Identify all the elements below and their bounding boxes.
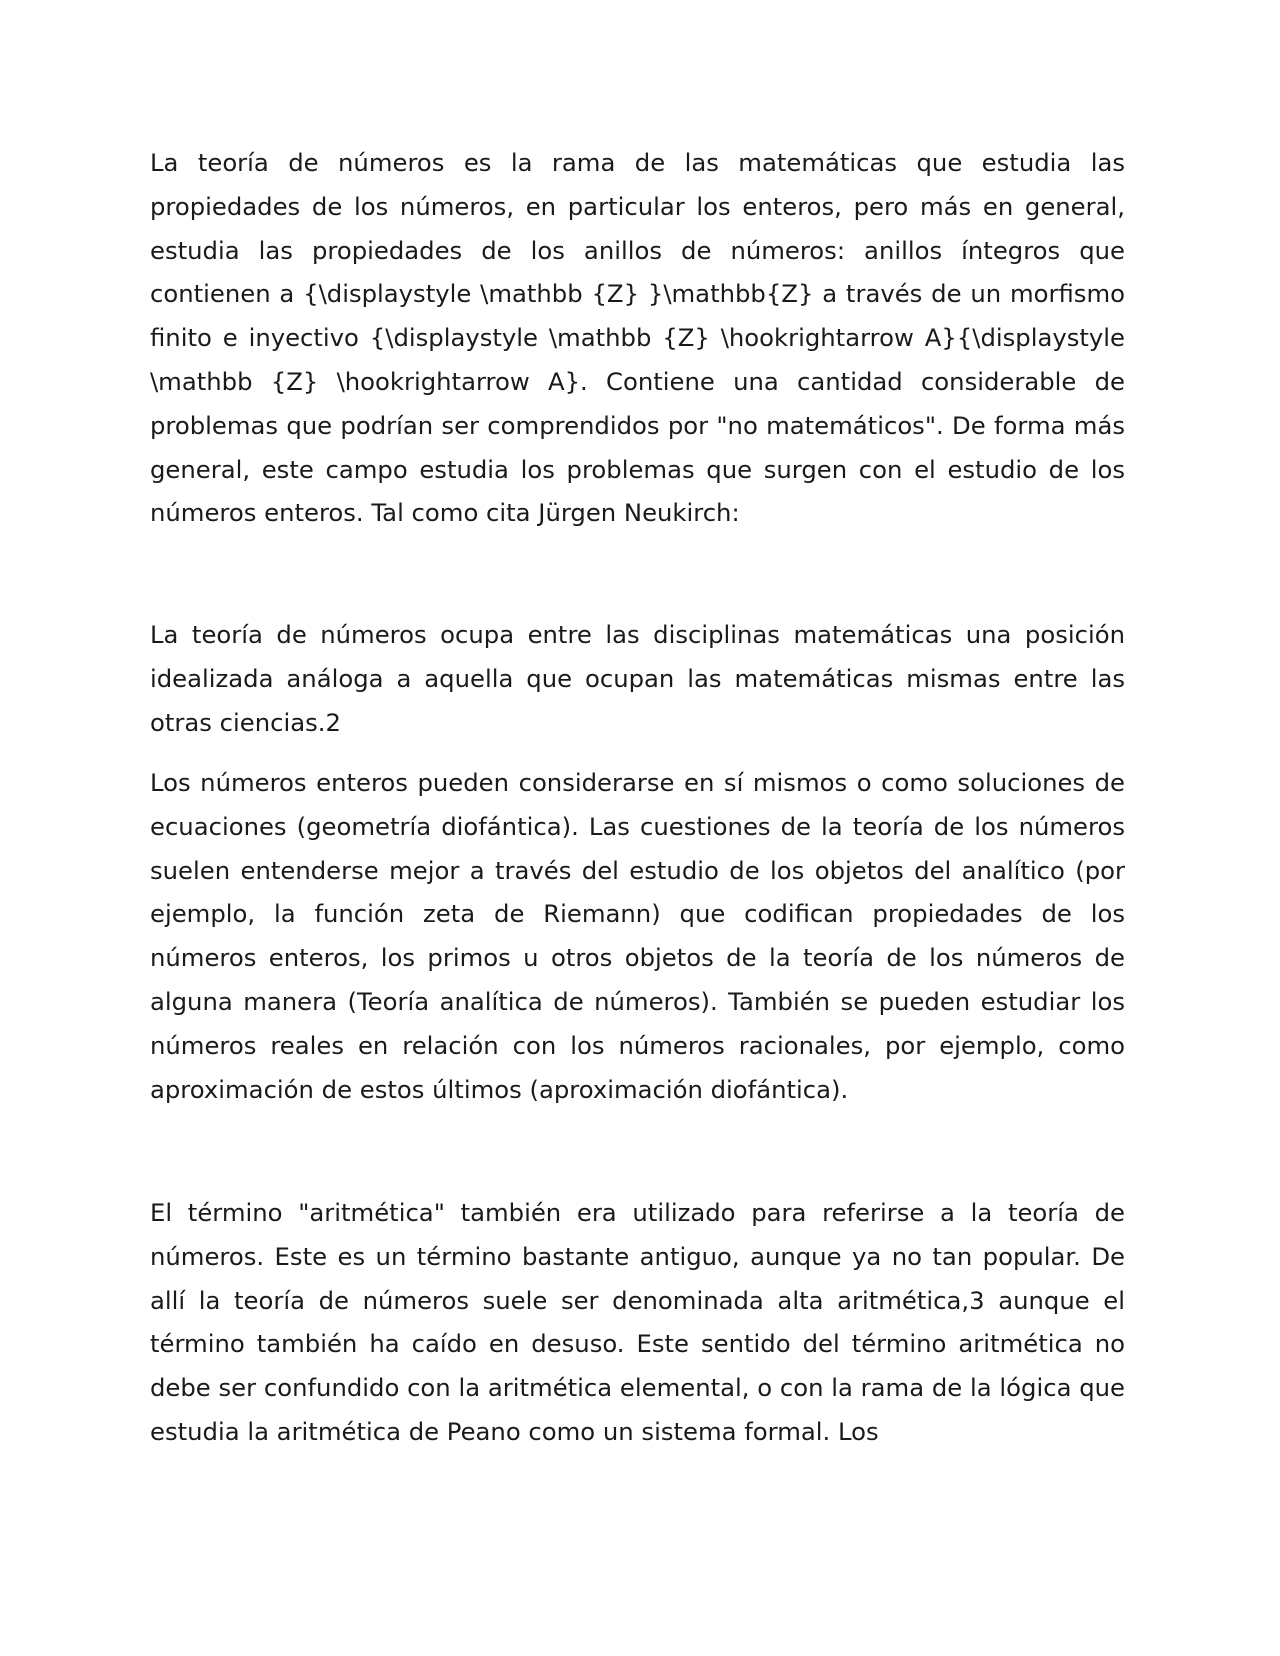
paragraph-quote: La teoría de números ocupa entre las disciplinas matemáticas una posición idealizada análoga a aquella que ocupan las matemáticas mismas entre las otras ciencias.2 [150, 620, 1125, 737]
paragraph-integers: Los números enteros pueden considerarse en sí mismos o como soluciones de ecuaciones (geometría diofántica). Las cuestiones de la teoría de los números suelen entenderse mejor a través del estudio de los objetos del analítico (por ejemplo, la función zeta de Riemann) que codifican propiedades de los números enteros, los primos u otros objetos de la teoría de los números de alguna manera (Teoría analítica de números). También se pueden estudiar los números reales en relación con los números racionales, por ejemplo, como aproximación de estos últimos (aproximación diofántica). [150, 768, 1125, 1104]
paragraph-arithmetic: El término "aritmética" también era utilizado para referirse a la teoría de números. Este es un término bastante antiguo, aunque ya no tan popular. De allí la teoría de números suele ser denominada alta aritmética,3 aunque el término también ha caído en desuso. Este sentido del término aritmética no debe ser confundido con la aritmética elemental, o con la rama de la lógica que estudia la aritmética de Peano como un sistema formal. Los [150, 1198, 1125, 1446]
paragraph-intro: La teoría de números es la rama de las matemáticas que estudia las propiedades de los números, en particular los enteros, pero más en general, estudia las propiedades de los anillos de números: anillos íntegros que contienen a {\displaystyle \mathbb {Z} }\mathbb{Z} a través de un morfismo finito e inyectivo {\displaystyle \mathbb {Z} \hookrightarrow A}{\displaystyle \mathbb {Z} \hookrightarrow A}. Contiene una cantidad considerable de problemas que podrían ser comprendidos por "no matemáticos". De forma más general, este campo estudia los problemas que surgen con el estudio de los números enteros. Tal como cita Jürgen Neukirch: [150, 148, 1125, 528]
